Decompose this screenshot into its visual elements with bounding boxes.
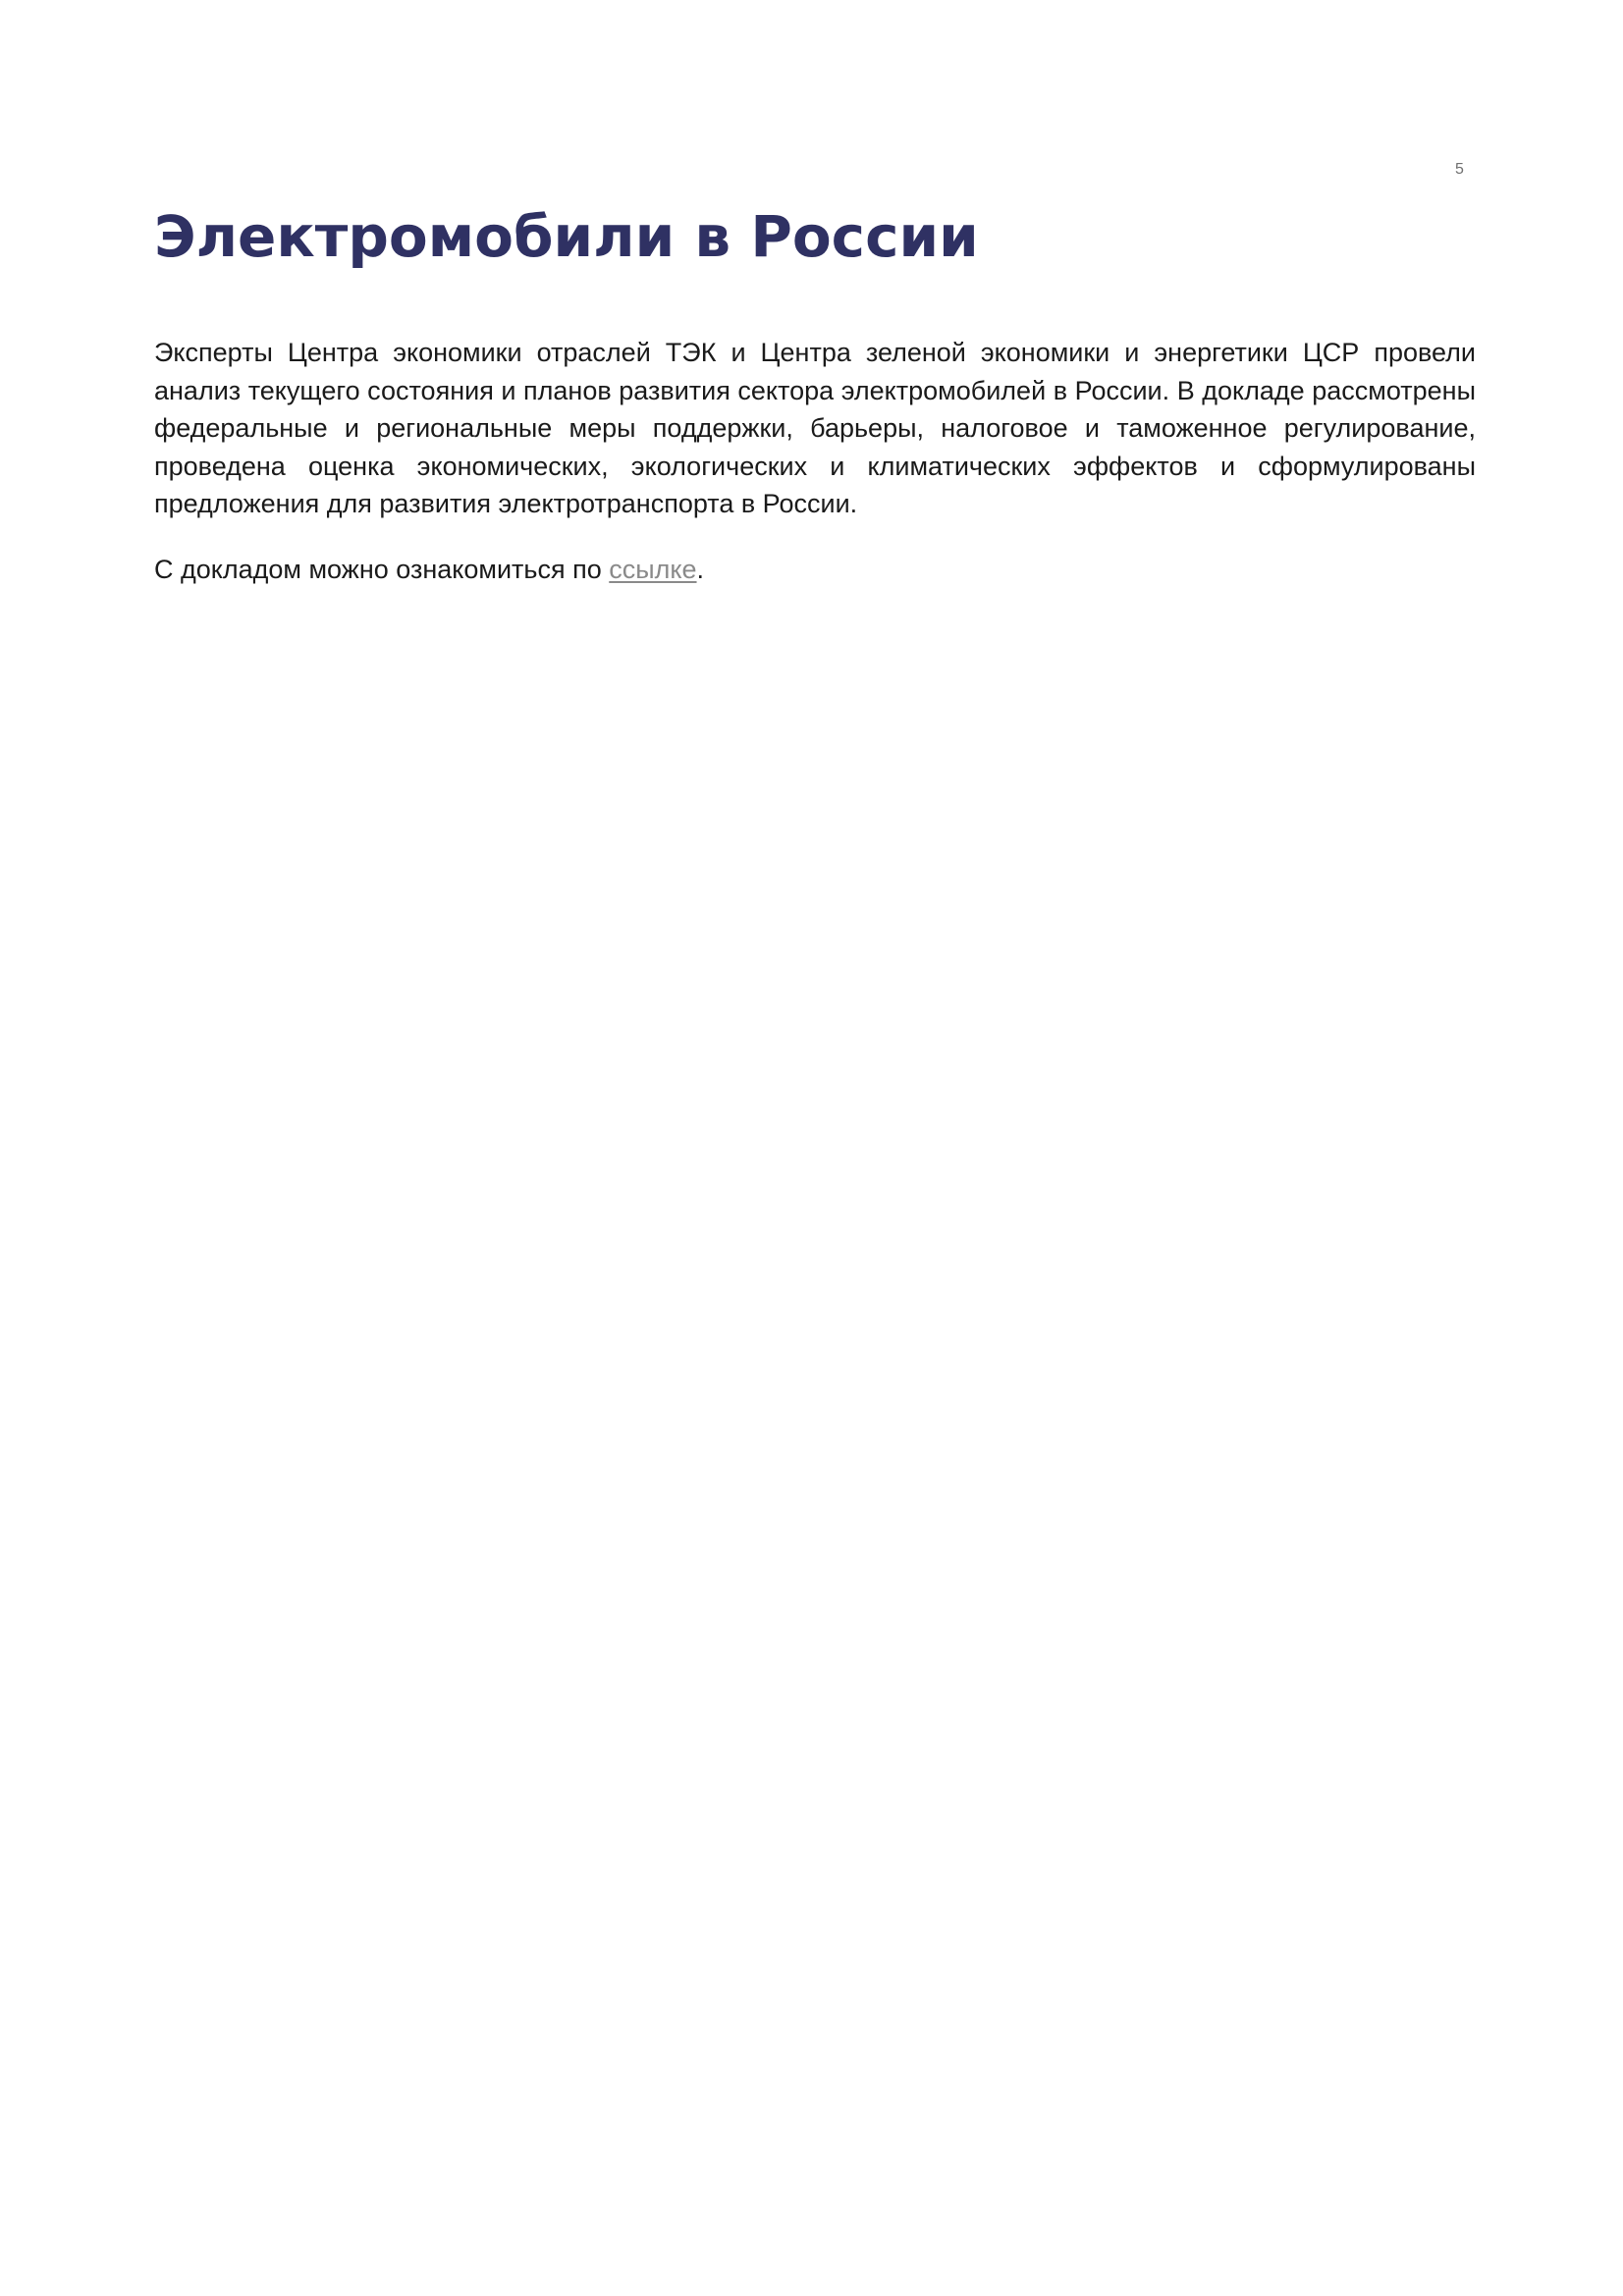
report-text-suffix: . xyxy=(696,554,705,584)
report-link[interactable]: ссылке xyxy=(609,554,697,584)
document-body xyxy=(154,334,1476,588)
page-title: Электромобили в России xyxy=(154,203,979,270)
intro-paragraph: Эксперты Центра экономики отраслей ТЭК и Центра зеленой экономики и энергетики ЦСР провели анализ текущего состояния и планов развития сектора электромобилей в России. В докладе рассмотрены федеральные и региональные меры поддержки, барьеры, налоговое и таможенное регулирование, проведена оценка экономических, экологических и климатических эффектов и сформулированы предложения для развития электротранспорта в России. xyxy=(154,338,1476,518)
report-text-prefix: С докладом можно ознакомиться по xyxy=(154,554,610,584)
report-paragraph xyxy=(154,551,1476,589)
page-number: 5 xyxy=(1455,161,1464,178)
